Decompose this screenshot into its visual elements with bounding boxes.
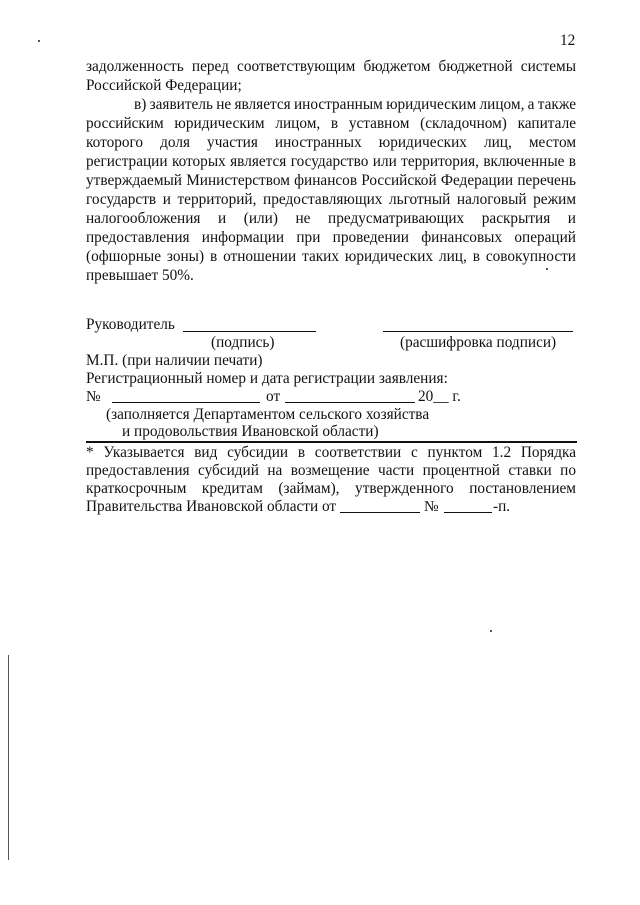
from-label: от xyxy=(266,388,281,405)
scan-speck xyxy=(490,630,492,632)
footnote-last-prefix: Правительства Ивановской области от xyxy=(86,498,337,515)
stamp-label: М.П. (при наличии печати) xyxy=(86,352,263,369)
note-line: и продовольствия Ивановской области) xyxy=(122,423,379,440)
signature-decoding-field[interactable] xyxy=(383,331,573,332)
footnote-number-sign: № xyxy=(424,498,439,515)
registration-number-field[interactable] xyxy=(112,402,260,403)
footnote-suffix: -п. xyxy=(493,498,511,515)
resolution-number-field[interactable] xyxy=(444,512,492,513)
scan-speck xyxy=(546,268,548,270)
body-line: (офшорные зоны) в отношении таких юридических лиц, в совокупности xyxy=(86,248,576,265)
signature-caption: (подпись) xyxy=(211,334,275,351)
body-line: налогообложения и (или) не предусматривающих раскрытия и xyxy=(86,210,576,227)
page-number: 12 xyxy=(560,32,576,49)
body-line: которого доля участия иностранных юридических лиц, местом xyxy=(86,134,576,151)
body-line: утверждаемый Министерством финансов Российской Федерации перечень xyxy=(86,172,576,189)
registration-date-field[interactable] xyxy=(285,402,415,403)
note-line: (заполняется Департаментом сельского хозяйства xyxy=(106,406,430,423)
body-line: государств и территорий, предоставляющих льготный налоговый режим xyxy=(86,191,576,208)
head-label: Руководитель xyxy=(86,316,175,333)
body-line: в) заявитель не является иностранным юридическим лицом, а также xyxy=(134,96,576,113)
scan-artifact-line xyxy=(8,655,9,860)
year-label: 20__ г. xyxy=(418,388,461,405)
footnote-line: предоставления субсидий на возмещение части процентной ставки по xyxy=(86,462,576,479)
scan-speck xyxy=(38,40,40,42)
body-line: регистрации которых является государство или территория, включенные в xyxy=(86,153,576,170)
number-sign: № xyxy=(86,388,101,405)
footnote-line: * Указывается вид субсидии в соответствии с пунктом 1.2 Порядка xyxy=(86,444,576,461)
body-line: предоставления информации при проведении финансовых операций xyxy=(86,229,576,246)
signature-field[interactable] xyxy=(183,331,316,332)
resolution-date-field[interactable] xyxy=(340,512,420,513)
body-line: превышает 50%. xyxy=(86,267,194,284)
footnote-line: краткосрочным кредитам (займам), утвержденного постановлением xyxy=(86,480,576,497)
body-line: задолженность перед соответствующим бюджетом бюджетной системы xyxy=(86,58,576,75)
registration-label: Регистрационный номер и дата регистрации заявления: xyxy=(86,370,448,387)
decoding-caption: (расшифровка подписи) xyxy=(400,334,557,351)
body-line: Российской Федерации; xyxy=(86,77,242,94)
footnote-divider xyxy=(86,441,577,443)
body-line: российским юридическим лицом, в уставном (складочном) капитале xyxy=(86,115,576,132)
